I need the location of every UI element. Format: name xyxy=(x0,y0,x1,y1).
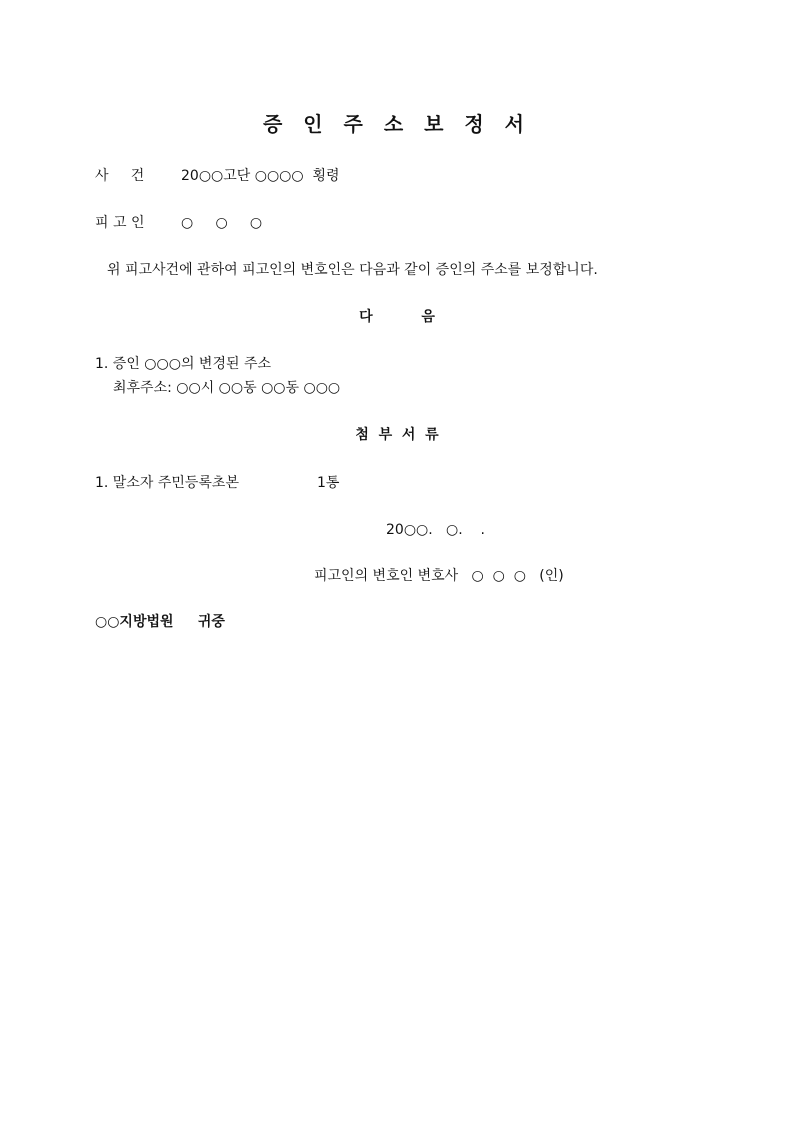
intro-paragraph: 위 피고사건에 관하여 피고인의 변호인은 다음과 같이 증인의 주소를 보정합니다. xyxy=(107,262,598,278)
case-value: 20○○고단 ○○○○ 횡령 xyxy=(181,168,340,184)
case-label: 사 건 xyxy=(95,168,145,184)
defendant-label: 피 고 인 xyxy=(95,215,145,231)
attachment-count: 1통 xyxy=(317,475,340,491)
court-recipient: ○○지방법원 귀중 xyxy=(95,614,225,630)
document-date: 20○○. ○. . xyxy=(386,522,485,538)
heading-next: 다 음 xyxy=(359,309,435,325)
attachment-name: 1. 말소자 주민등록초본 xyxy=(95,475,239,491)
item1-line1: 1. 증인 ○○○의 변경된 주소 xyxy=(95,356,271,372)
item1-line2: 최후주소: ○○시 ○○동 ○○동 ○○○ xyxy=(113,380,341,396)
defendant-value: ○ ○ ○ xyxy=(181,215,263,231)
signature-line: 피고인의 변호인 변호사 ○ ○ ○ (인) xyxy=(314,568,564,584)
heading-attachments: 첨 부 서 류 xyxy=(355,427,439,443)
document-title: 증 인 주 소 보 정 서 xyxy=(262,112,532,136)
